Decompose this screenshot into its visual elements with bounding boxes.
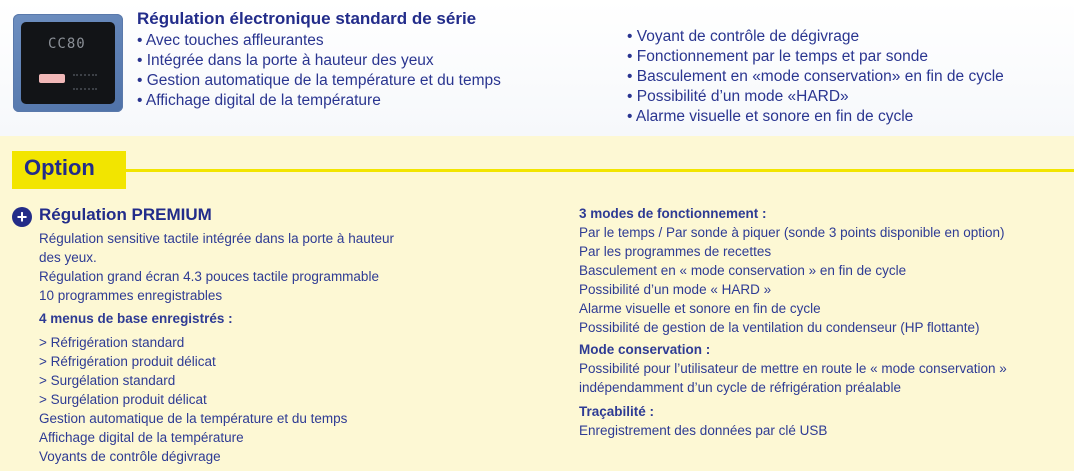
standard-section (0, 0, 1074, 136)
modes-heading: 3 modes de fonctionnement : (579, 206, 767, 221)
plus-icon: + (12, 207, 32, 227)
list-item: • Gestion automatique de la température et du temps (137, 72, 501, 89)
traceability-text: Enregistrement des données par clé USB (579, 423, 828, 438)
premium-extra-line: Affichage digital de la température (39, 430, 244, 445)
mode-line: Par le temps / Par sonde à piquer (sonde 3 points disponible en option) (579, 225, 1005, 240)
controller-key (39, 74, 65, 83)
standard-features-left (137, 31, 501, 111)
menus-heading: 4 menus de base enregistrés : (39, 311, 233, 326)
list-item: • Possibilité d’un mode «HARD» (627, 88, 849, 105)
standard-features-right (627, 27, 1004, 127)
list-item: • Avec touches affleurantes (137, 32, 324, 49)
list-item: • Fonctionnement par le temps et par sonde (627, 48, 928, 65)
controller-indicator (73, 74, 97, 90)
mode-line: Alarme visuelle et sonore en fin de cycle (579, 301, 821, 316)
premium-intro-line: 10 programmes enregistrables (39, 288, 223, 303)
list-item: • Basculement en «mode conservation» en fin de cycle (627, 68, 1004, 85)
list-item: • Voyant de contrôle de dégivrage (627, 28, 860, 45)
controller-panel-image (13, 14, 123, 112)
list-item: • Affichage digital de la température (137, 92, 381, 109)
conservation-line: Possibilité pour l’utilisateur de mettre en route le « mode conservation » (579, 361, 1007, 376)
mode-line: Par les programmes de recettes (579, 244, 772, 259)
controller-display-readout: CC80 (48, 36, 86, 52)
list-item: • Intégrée dans la porte à hauteur des yeux (137, 52, 434, 69)
mode-line: Possibilité de gestion de la ventilation du condenseur (HP flottante) (579, 320, 980, 335)
conservation-line: indépendamment d’un cycle de réfrigération préalable (579, 380, 901, 395)
menu-item: > Réfrigération produit délicat (39, 354, 216, 369)
premium-intro-line: Régulation sensitive tactile intégrée dans la porte à hauteur (39, 231, 394, 246)
premium-extra-line: Voyants de contrôle dégivrage (39, 449, 221, 464)
premium-right-column (579, 205, 1007, 440)
premium-intro-line: Régulation grand écran 4.3 pouces tactile programmable (39, 269, 379, 284)
option-divider (120, 169, 1074, 172)
mode-line: Basculement en « mode conservation » en fin de cycle (579, 263, 907, 278)
menu-item: > Surgélation produit délicat (39, 392, 207, 407)
menu-item: > Réfrigération standard (39, 335, 185, 350)
premium-extra-line: Gestion automatique de la température et du temps (39, 411, 348, 426)
premium-intro-line: des yeux. (39, 250, 97, 265)
mode-line: Possibilité d’un mode « HARD » (579, 282, 772, 297)
menu-item: > Surgélation standard (39, 373, 176, 388)
controller-screen (21, 22, 115, 104)
option-heading: Option (24, 155, 95, 180)
conservation-heading: Mode conservation : (579, 342, 711, 357)
premium-title: Régulation PREMIUM (39, 205, 212, 224)
list-item: • Alarme visuelle et sonore en fin de cycle (627, 108, 914, 125)
traceability-heading: Traçabilité : (579, 404, 655, 419)
premium-left-column (39, 229, 394, 466)
standard-title: Régulation électronique standard de série (137, 9, 477, 28)
